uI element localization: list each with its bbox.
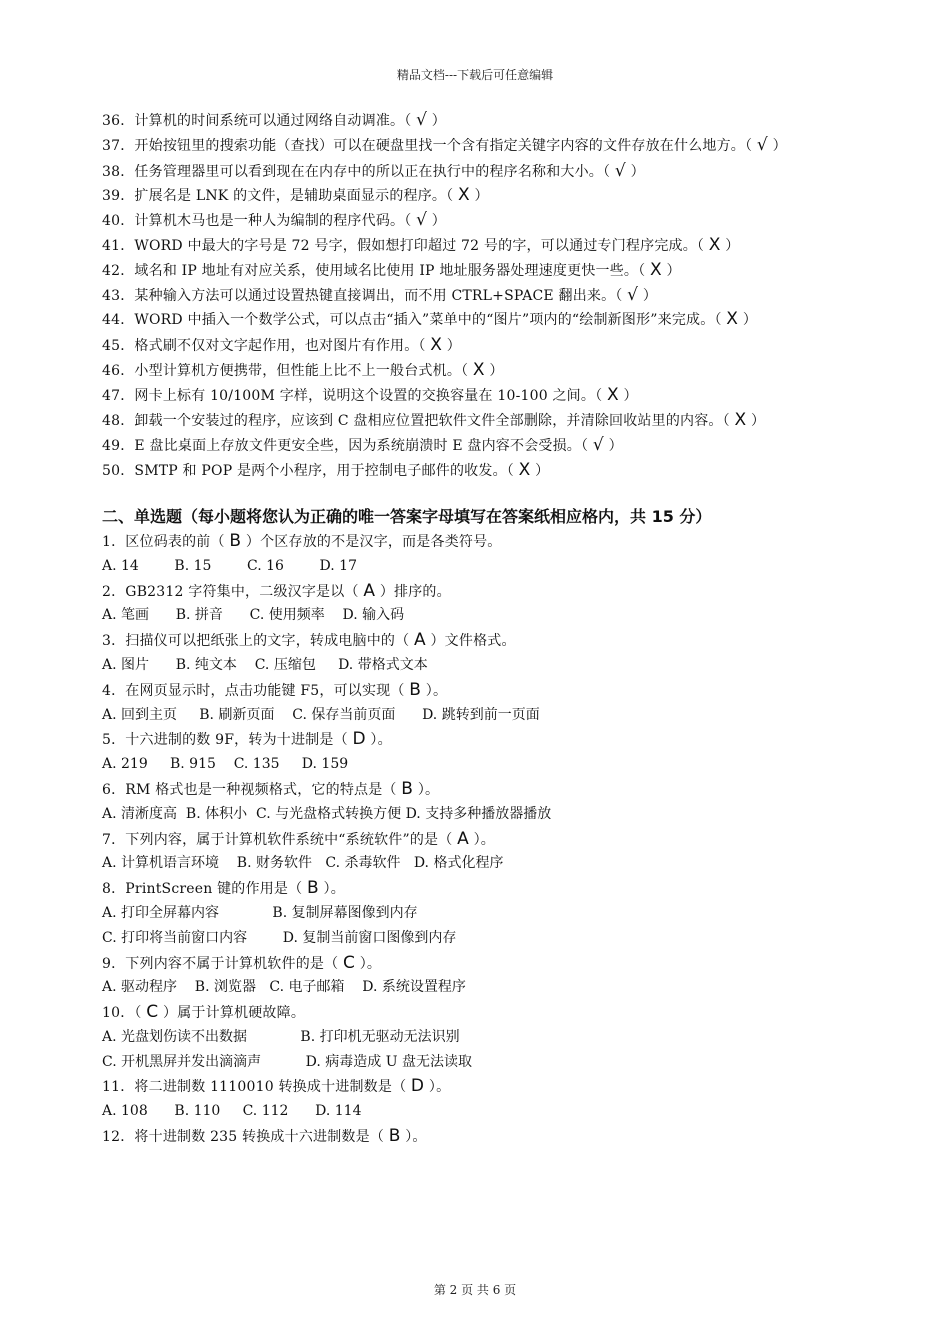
mc-question-prefix: 8．PrintScreen 键的作用是（	[102, 881, 303, 898]
tf-answer-mark: X	[606, 384, 619, 405]
mc-options-row: A. 108 B. 110 C. 112 D. 114	[102, 1103, 362, 1120]
mc-question-suffix: ）。	[425, 682, 448, 699]
mc-answer: A	[413, 630, 426, 651]
tf-question-text: 38．任务管理器里可以看到现在在内存中的所以正在执行中的程序名称和大小。（	[102, 163, 611, 180]
tf-close-paren: ）	[608, 438, 623, 455]
tf-item	[102, 258, 862, 283]
tf-close-paren: ）	[446, 338, 461, 355]
tf-question-text: 37．开始按钮里的搜索功能（查找）可以在硬盘里找一个含有指定关键字内容的文件存放在什么地方。（	[102, 137, 753, 154]
tf-question-text: 48．卸载一个安装过的程序，应该到 C 盘相应位置把软件文件全部删除，并清除回收站里的内容。（	[102, 412, 730, 429]
tf-item	[102, 433, 862, 458]
tf-item	[102, 408, 862, 434]
document-body	[102, 108, 862, 1149]
mc-question	[102, 1074, 862, 1099]
tf-answer-mark: √	[756, 134, 768, 155]
tf-item	[102, 283, 862, 308]
multiple-choice-list	[102, 529, 862, 1149]
tf-question-text: 36．计算机的时间系统可以通过网络自动调准。（	[102, 113, 412, 129]
mc-question	[102, 1000, 862, 1025]
mc-question-suffix: ）属于计算机硬故障。	[163, 1005, 306, 1022]
mc-question-suffix: ）文件格式。	[430, 633, 516, 650]
mc-question-prefix: 2．GB2312 字符集中，二级汉字是以（	[102, 583, 359, 600]
tf-close-paren: ）	[623, 387, 638, 404]
tf-item	[102, 159, 862, 184]
mc-question-prefix: 3．扫描仪可以把纸张上的文字，转成电脑中的（	[102, 633, 410, 650]
mc-question	[102, 579, 862, 604]
mc-options-row: C. 开机黑屏并发出滴滴声 D. 病毒造成 U 盘无法读取	[102, 1053, 472, 1070]
tf-answer-mark: X	[726, 309, 739, 330]
tf-item	[102, 208, 862, 233]
tf-question-text: 40．计算机木马也是一种人为编制的程序代码。（	[102, 213, 412, 230]
tf-close-paren: ）	[772, 137, 787, 154]
mc-question-prefix: 10．（	[102, 1005, 142, 1022]
tf-item	[102, 108, 862, 133]
tf-question-text: 41．WORD 中最大的字号是 72 号字，假如想打印超过 72 号的字，可以通过专门程序完成。（	[102, 237, 705, 254]
page-header: 精品文档---下载后可任意编辑	[396, 68, 554, 82]
tf-close-paren: ）	[489, 362, 504, 379]
mc-question-suffix: ）。	[359, 955, 382, 972]
mc-question-prefix: 6．RM 格式也是一种视频格式，它的特点是（	[102, 781, 397, 798]
mc-question-suffix: ）。	[405, 1129, 427, 1146]
mc-question-suffix: ）排序的。	[379, 583, 451, 600]
page-footer: 第 2 页 共 6 页	[433, 1283, 517, 1297]
tf-answer-mark: √	[614, 160, 626, 181]
tf-question-text: 43．某种输入方法可以通过设置热键直接调出，而不用 CTRL+SPACE 翻出来。（	[102, 287, 623, 304]
mc-question-suffix: ）。	[428, 1079, 451, 1096]
mc-question-suffix: ）。	[417, 781, 440, 798]
mc-answer: C	[146, 1002, 159, 1023]
tf-item	[102, 233, 862, 258]
tf-question-text: 39．扩展名是 LNK 的文件，是辅助桌面显示的程序。（	[102, 188, 454, 205]
mc-question-prefix: 9．下列内容不属于计算机软件的是（	[102, 955, 339, 972]
tf-item	[102, 133, 862, 159]
mc-answer: D	[352, 729, 366, 750]
mc-question-suffix: ）。	[323, 881, 345, 898]
tf-close-paren: ）	[431, 113, 446, 129]
tf-close-paren: ）	[431, 213, 446, 230]
tf-answer-mark: √	[416, 110, 428, 130]
mc-question	[102, 628, 862, 653]
mc-question	[102, 827, 862, 852]
tf-question-text: 47．网卡上标有 10/100M 字样，说明这个设置的交换容量在 10-100 之间。（	[102, 387, 603, 404]
mc-options-row: A. 14 B. 15 C. 16 D. 17	[102, 557, 358, 574]
mc-question-suffix: ）。	[473, 831, 495, 848]
mc-question-suffix: ）。	[370, 732, 392, 749]
mc-question-prefix: 4．在网页显示时，点击功能键 F5，可以实现（	[102, 682, 405, 699]
mc-question	[102, 777, 862, 802]
mc-answer: C	[342, 952, 356, 973]
tf-close-paren: ）	[535, 463, 550, 480]
mc-options-row: A. 图片 B. 纯文本 C. 压缩包 D. 带格式文本	[102, 656, 428, 673]
tf-question-text: 49．E 盘比桌面上存放文件更安全些，因为系统崩溃时 E 盘内容不会受损。（	[102, 438, 589, 455]
tf-close-paren: ）	[742, 312, 758, 329]
tf-question-text: 44．WORD 中插入一个数学公式，可以点击“插入”菜单中的“图片”项内的“绘制新图形”来完成。（	[102, 312, 722, 329]
tf-answer-mark: √	[627, 284, 639, 305]
mc-answer: B	[401, 778, 414, 799]
mc-question-prefix: 11．将二进制数 1110010 转换成十进制数是（	[102, 1079, 407, 1096]
tf-item	[102, 383, 862, 408]
mc-options-row: A. 驱动程序 B. 浏览器 C. 电子邮箱 D. 系统设置程序	[102, 979, 466, 996]
mc-question-prefix: 12．将十进制数 235 转换成十六进制数是（	[102, 1129, 385, 1146]
tf-question-text: 45．格式刷不仅对文字起作用，也对图片有作用。（	[102, 338, 426, 355]
tf-answer-mark: X	[472, 359, 485, 380]
mc-question-suffix: ）个区存放的不是汉字，而是各类符号。	[245, 533, 502, 550]
mc-options-row: C. 打印将当前窗口内容 D. 复制当前窗口图像到内存	[102, 929, 457, 946]
mc-question	[102, 1124, 862, 1149]
tf-close-paren: ）	[474, 188, 489, 205]
tf-item	[102, 333, 862, 358]
mc-answer: D	[410, 1076, 425, 1097]
mc-answer: A	[457, 828, 469, 849]
tf-close-paren: ）	[725, 237, 740, 254]
mc-question-prefix: 5．十六进制的数 9F，转为十进制是（	[102, 732, 348, 749]
true-false-list	[102, 108, 862, 483]
tf-item	[102, 358, 862, 383]
mc-question	[102, 678, 862, 703]
mc-options-row: A. 打印全屏幕内容 B. 复制屏幕图像到内存	[102, 904, 418, 921]
tf-item	[102, 183, 862, 208]
mc-answer: A	[363, 580, 376, 601]
tf-close-paren: ）	[751, 412, 766, 429]
tf-answer-mark: X	[649, 259, 662, 280]
tf-item	[102, 307, 862, 333]
mc-options-row: A. 笔画 B. 拼音 C. 使用频率 D. 输入码	[102, 607, 405, 624]
mc-question	[102, 951, 862, 976]
mc-options-row: A. 光盘划伤读不出数据 B. 打印机无驱动无法识别	[102, 1028, 460, 1045]
tf-close-paren: ）	[630, 163, 645, 180]
section-title: 二、单选题（每小题将您认为正确的唯一答案字母填写在答案纸相应格内，共 15 分）	[102, 506, 712, 526]
tf-answer-mark: X	[708, 234, 721, 255]
mc-question-prefix: 7．下列内容，属于计算机软件系统中“系统软件”的是（	[102, 831, 453, 848]
mc-options-row: A. 219 B. 915 C. 135 D. 159	[102, 756, 349, 773]
tf-answer-mark: X	[457, 185, 470, 206]
tf-close-paren: ）	[666, 262, 681, 279]
tf-question-text: 42．域名和 IP 地址有对应关系，使用域名比使用 IP 地址服务器处理速度更快一些。（	[102, 262, 646, 279]
mc-answer: B	[409, 679, 422, 700]
mc-answer: B	[388, 1126, 401, 1147]
tf-answer-mark: √	[416, 210, 428, 231]
mc-options-row: A. 清淅度高 B. 体积小 C. 与光盘格式转换方便 D. 支持多种播放器播放	[102, 805, 552, 822]
mc-question	[102, 727, 862, 752]
tf-answer-mark: X	[734, 409, 747, 430]
tf-answer-mark: √	[592, 435, 604, 456]
mc-options-row: A. 回到主页 B. 刷新页面 C. 保存当前页面 D. 跳转到前一页面	[102, 706, 540, 723]
tf-question-text: 50．SMTP 和 POP 是两个小程序，用于控制电子邮件的收发。（	[102, 463, 514, 480]
mc-options-row: A. 计算机语言环境 B. 财务软件 C. 杀毒软件 D. 格式化程序	[102, 855, 504, 872]
mc-question	[102, 529, 862, 554]
tf-answer-mark: X	[518, 460, 531, 481]
mc-question-prefix: 1．区位码表的前（	[102, 533, 225, 550]
tf-question-text: 46．小型计算机方便携带，但性能上比不上一般台式机。（	[102, 362, 469, 379]
mc-question	[102, 876, 862, 901]
mc-answer: B	[229, 530, 242, 551]
tf-answer-mark: X	[430, 335, 443, 356]
tf-close-paren: ）	[642, 287, 658, 304]
mc-answer: B	[306, 878, 319, 899]
tf-item	[102, 458, 862, 483]
